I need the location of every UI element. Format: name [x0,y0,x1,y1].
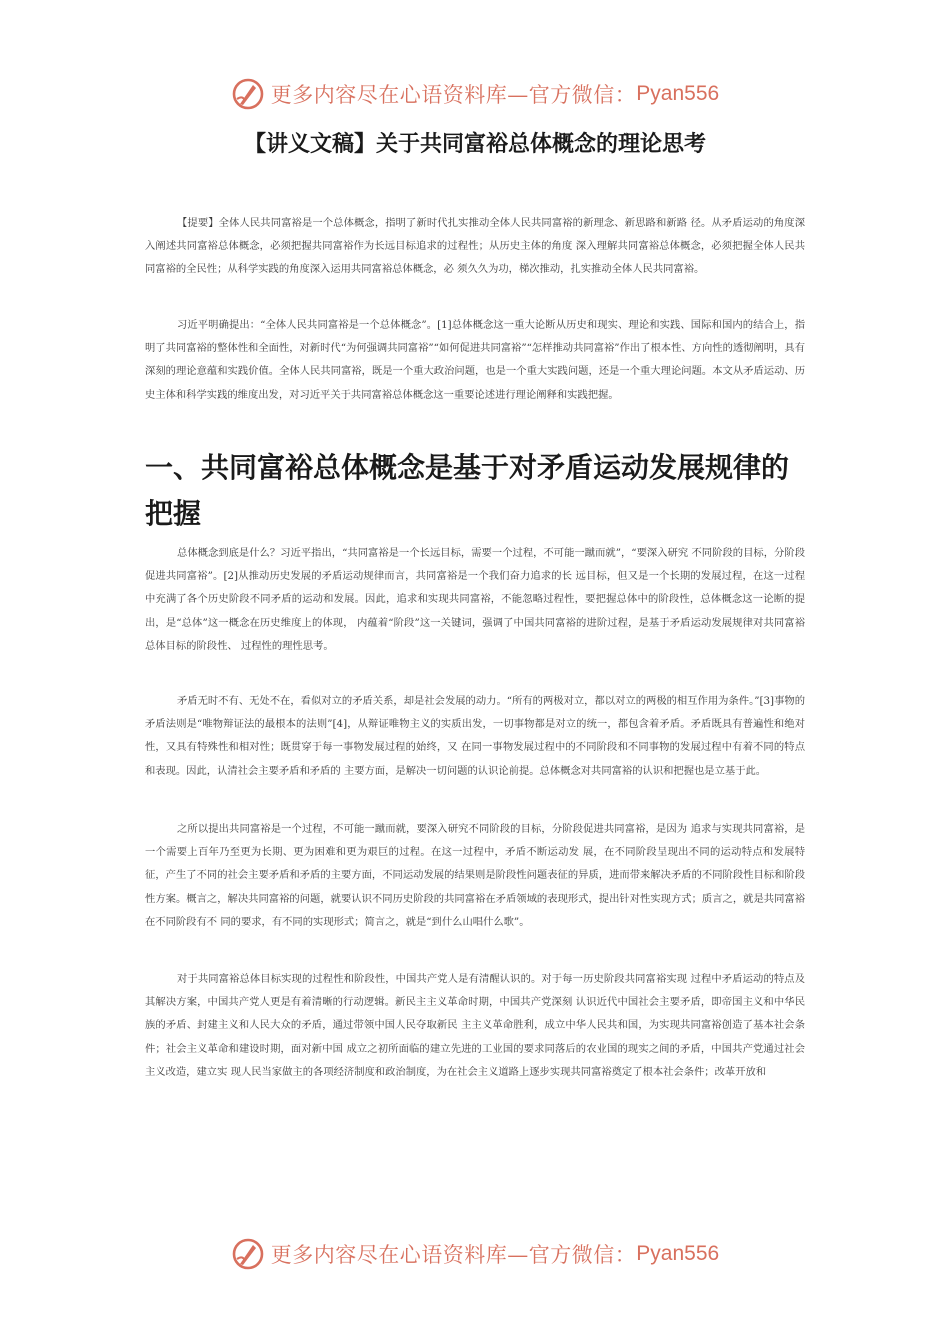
footer-watermark-banner [0,1234,950,1274]
section1-para-1-block [145,542,805,658]
document-title: 【讲义文稿】关于共同富裕总体概念的理论思考 [243,132,706,157]
quill-logo-icon [231,77,265,111]
banner-text: 更多内容尽在心语资料库—官方微信： [270,1243,637,1267]
body-paragraph: 总体概念到底是什么？习近平指出，“共同富裕是一个长远目标，需要一个过程，不可能一蹴而就”，“要深入研究 不同阶段的目标，分阶段促进共同富裕”。[2]从推动历史发展的矛盾运动规律而言，共同富裕是一个我们奋力追求的长 远目标，但又是一个长期的发展过程，在这一过程中充满了各个历史阶段不同矛盾的运动和发展。因此，追求和实现共同富裕，不能忽略过程性，要把握总体中的阶段性，总体概念这一论断的提出，是“总体”这一概念在历史维度上的体现， 内蕴着“阶段”这一关键词，强调了中国共同富裕的进阶过程，是基于矛盾运动发展规律对共同富裕总体目标的阶段性、 过程性的理性思考。 [145,547,805,652]
intro-block [145,314,805,407]
banner-text: 更多内容尽在心语资料库—官方微信： [270,83,637,107]
banner-wechat-id: Pyan556 [636,82,720,105]
section1-para-4-block [145,968,805,1084]
abstract-block [145,212,805,282]
abstract-paragraph: 【提要】全体人民共同富裕是一个总体概念，指明了新时代扎实推动全体人民共同富裕的新理念、新思路和新路 径。从矛盾运动的角度深入阐述共同富裕总体概念，必须把握共同富裕作为长远目标追求的过程性；从历史主体的角度 深入理解共同富裕总体概念，必须把握全体人民共同富裕的全民性；从科学实践的角度深入运用共同富裕总体概念，必 须久久为功，梯次推动，扎实推动全体人民共同富裕。 [145,217,805,276]
body-paragraph: 矛盾无时不有、无处不在，看似对立的矛盾关系，却是社会发展的动力。“所有的两极对立，都以对立的两极的相互作用为条件。”[3]事物的矛盾法则是“唯物辩证法的最根本的法则”[4]，从辩证唯物主义的实质出发，一切事物都是对立的统一，都包含着矛盾。矛盾既具有普遍性和绝对性，又具有特殊性和相对性；既贯穿于每一事物发展过程的始终，又 在同一事物发展过程中的不同阶段和不同事物的发展过程中有着不同的特点和表现。因此，认清社会主要矛盾和矛盾的 主要方面，是解决一切问题的认识论前提。总体概念对共同富裕的认识和把握也是立基于此。 [145,695,805,777]
section1-para-3-block [145,818,805,934]
banner-wechat-id: Pyan556 [636,1242,720,1265]
intro-paragraph: 习近平明确提出：“全体人民共同富裕是一个总体概念”。[1]总体概念这一重大论断从历史和现实、理论和实践、国际和国内的结合上，指明了共同富裕的整体性和全面性，对新时代“为何强调共同富裕”“如何促进共同富裕”“怎样推动共同富裕”作出了根本性、方向性的透彻阐明，具有深刻的理论意蕴和实践价值。全体人民共同富裕，既是一个重大政治问题，也是一个重大实践问题，还是一个重大理论问题。本文从矛盾运动、历史主体和科学实践的维度出发，对习近平关于共同富裕总体概念这一重要论述进行理论阐释和实践把握。 [145,319,805,401]
header-watermark-banner [0,74,950,114]
body-paragraph: 对于共同富裕总体目标实现的过程性和阶段性，中国共产党人是有清醒认识的。对于每一历史阶段共同富裕实现 过程中矛盾运动的特点及其解决方案，中国共产党人更是有着清晰的行动逻辑。新民主主义革命时期，中国共产党深刻 认识近代中国社会主要矛盾，即帝国主义和中华民族的矛盾、封建主义和人民大众的矛盾，通过带领中国人民夺取新民 主主义革命胜利，成立中华人民共和国，为实现共同富裕创造了基本社会条件；社会主义革命和建设时期，面对新中国 成立之初所面临的建立先进的工业国的要求同落后的农业国的现实之间的矛盾，中国共产党通过社会主义改造，建立实 现人民当家做主的各项经济制度和政治制度，为在社会主义道路上逐步实现共同富裕奠定了根本社会条件；改革开放和 [145,973,805,1078]
section1-para-2-block [145,690,805,783]
body-paragraph: 之所以提出共同富裕是一个过程，不可能一蹴而就，要深入研究不同阶段的目标，分阶段促进共同富裕，是因为 追求与实现共同富裕，是一个需要上百年乃至更为长期、更为困难和更为艰巨的过程。在这一过程中，矛盾不断运动发 展，在不同阶段呈现出不同的运动特点和发展特征，产生了不同的社会主要矛盾和矛盾的主要方面，不同运动发展的结果则是阶段性问题表征的异质，进而带来解决矛盾的不同阶段性目标和阶段性方案。概言之，解决共同富裕的问题，就要认识不同历史阶段的共同富裕在矛盾领域的表现形式，提出针对性实现方式；质言之，就是共同富裕在不同阶段有不 同的要求，有不同的实现形式；简言之，就是“到什么山唱什么歌”。 [145,823,805,928]
quill-logo-icon [231,1237,265,1271]
section-heading: 一、共同富裕总体概念是基于对矛盾运动发展规律的把握 [145,451,790,530]
